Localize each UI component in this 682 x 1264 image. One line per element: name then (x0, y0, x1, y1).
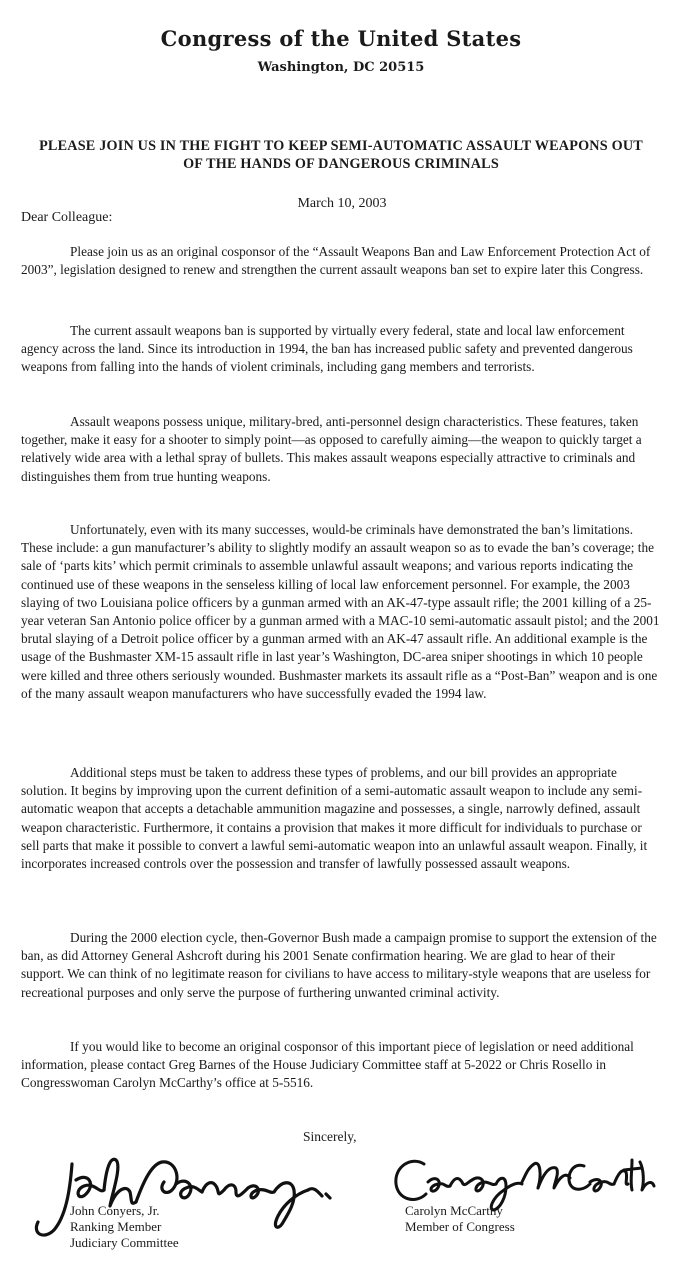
paragraph-text: Assault weapons possess unique, military-bred, anti-personnel design characteristics. These features, taken together, make it easy for a shooter to simply point—as opposed to carefully aiming—the weapon to quickly target a relatively wide area with a lethal spray of bullets. This makes assault weapons especially attractive to criminals and distinguishes them from true hunting weapons. (21, 414, 642, 484)
paragraph (21, 764, 661, 873)
headline: PLEASE JOIN US IN THE FIGHT TO KEEP SEMI-AUTOMATIC ASSAULT WEAPONS OUT OF THE HANDS OF DANGEROUS CRIMINALS (39, 138, 643, 172)
salutation: Dear Colleague: (21, 210, 113, 225)
signer-committee: Judiciary Committee (70, 1235, 179, 1250)
paragraph (21, 322, 661, 377)
signer-block-conyers (70, 1203, 179, 1251)
signer-title: Member of Congress (405, 1219, 515, 1234)
letter-date: March 10, 2003 (297, 196, 387, 211)
paragraph (21, 243, 661, 279)
signer-name: Carolyn McCarthy (405, 1203, 503, 1218)
paragraph-text: Additional steps must be taken to address these types of problems, and our bill provides an appropriate solution. It begins by improving upon the current definition of a semi-automatic assault weapon to include any semi-automatic weapon that accepts a detachable ammunition magazine and possesses, a single, narrowly defined, assault weapon characteristic. Furthermore, it contains a provision that makes it more difficult for individuals to purchase or sell parts that make it possible to convert a lawful semi-automatic weapon into an unlawful assault weapon. Finally, it incorporates increased controls over the possession and transfer of lawfully possessed assault weapons. (21, 765, 648, 872)
letterhead-title: Congress of the United States (160, 26, 522, 51)
paragraph-text: The current assault weapons ban is supported by virtually every federal, state and local law enforcement agency across the land. Since its introduction in 1994, the ban has increased public safety and prevented dangerous weapons from falling into the hands of violent criminals, including gang members and terrorists. (21, 323, 633, 375)
paragraph (21, 1038, 661, 1093)
signer-name: John Conyers, Jr. (70, 1203, 160, 1218)
paragraph-text: Unfortunately, even with its many successes, would-be criminals have demonstrated the ban’s limitations. These include: a gun manufacturer’s ability to slightly modify an assault weapon so as to evade the ban’s coverage; the sale of ‘parts kits’ which permit criminals to assemble unlawful assault weapons; and various reports indicating the continued use of these weapons in the senseless killing of local law enforcement personnel. For example, the 2003 slaying of two Louisiana police officers by a gunman armed with an AK-47-type assault rifle; the 2001 killing of a 25-year veteran San Antonio police officer by a gunman armed with a MAC-10 semi-automatic assault pistol; and the 2001 brutal slaying of a Detroit police officer by a gunman armed with an AK-47 assault rifle. An additional example is the usage of the Bushmaster XM-15 assault rifle in last year’s Washington, DC-area sniper shootings in which 10 people were killed and three others seriously wounded. Bushmaster markets its assault rifle as a “Post-Ban” weapon and is one of the many assault weapon manufacturers who have successfully evaded the 1994 law. (21, 522, 660, 701)
paragraph (21, 521, 661, 703)
paragraph (21, 929, 661, 1002)
closing: Sincerely, (303, 1129, 357, 1144)
paragraph (21, 413, 661, 486)
paragraph-text: During the 2000 election cycle, then-Governor Bush made a campaign promise to support the extension of the ban, as did Attorney General Ashcroft during his 2001 Senate confirmation hearing. We are glad to hear of their support. We can think of no legitimate reason for civilians to have access to military-style weapons that are useless for recreational purposes and only serve the purpose of furthering unwanted criminal activity. (21, 930, 657, 1000)
signer-title: Ranking Member (70, 1219, 162, 1234)
letterhead-address: Washington, DC 20515 (257, 60, 425, 75)
paragraph-text: If you would like to become an original cosponsor of this important piece of legislation or need additional information, please contact Greg Barnes of the House Judiciary Committee staff at 5-2022 or Chris Rosello in Congresswoman Carolyn McCarthy’s office at 5-5516. (21, 1039, 634, 1091)
paragraph-text: Please join us as an original cosponsor of the “Assault Weapons Ban and Law Enforcement Protection Act of 2003”, legislation designed to renew and strengthen the current assault weapons ban set to expire later this Congress. (21, 244, 651, 278)
signer-block-mccarthy (405, 1203, 515, 1235)
